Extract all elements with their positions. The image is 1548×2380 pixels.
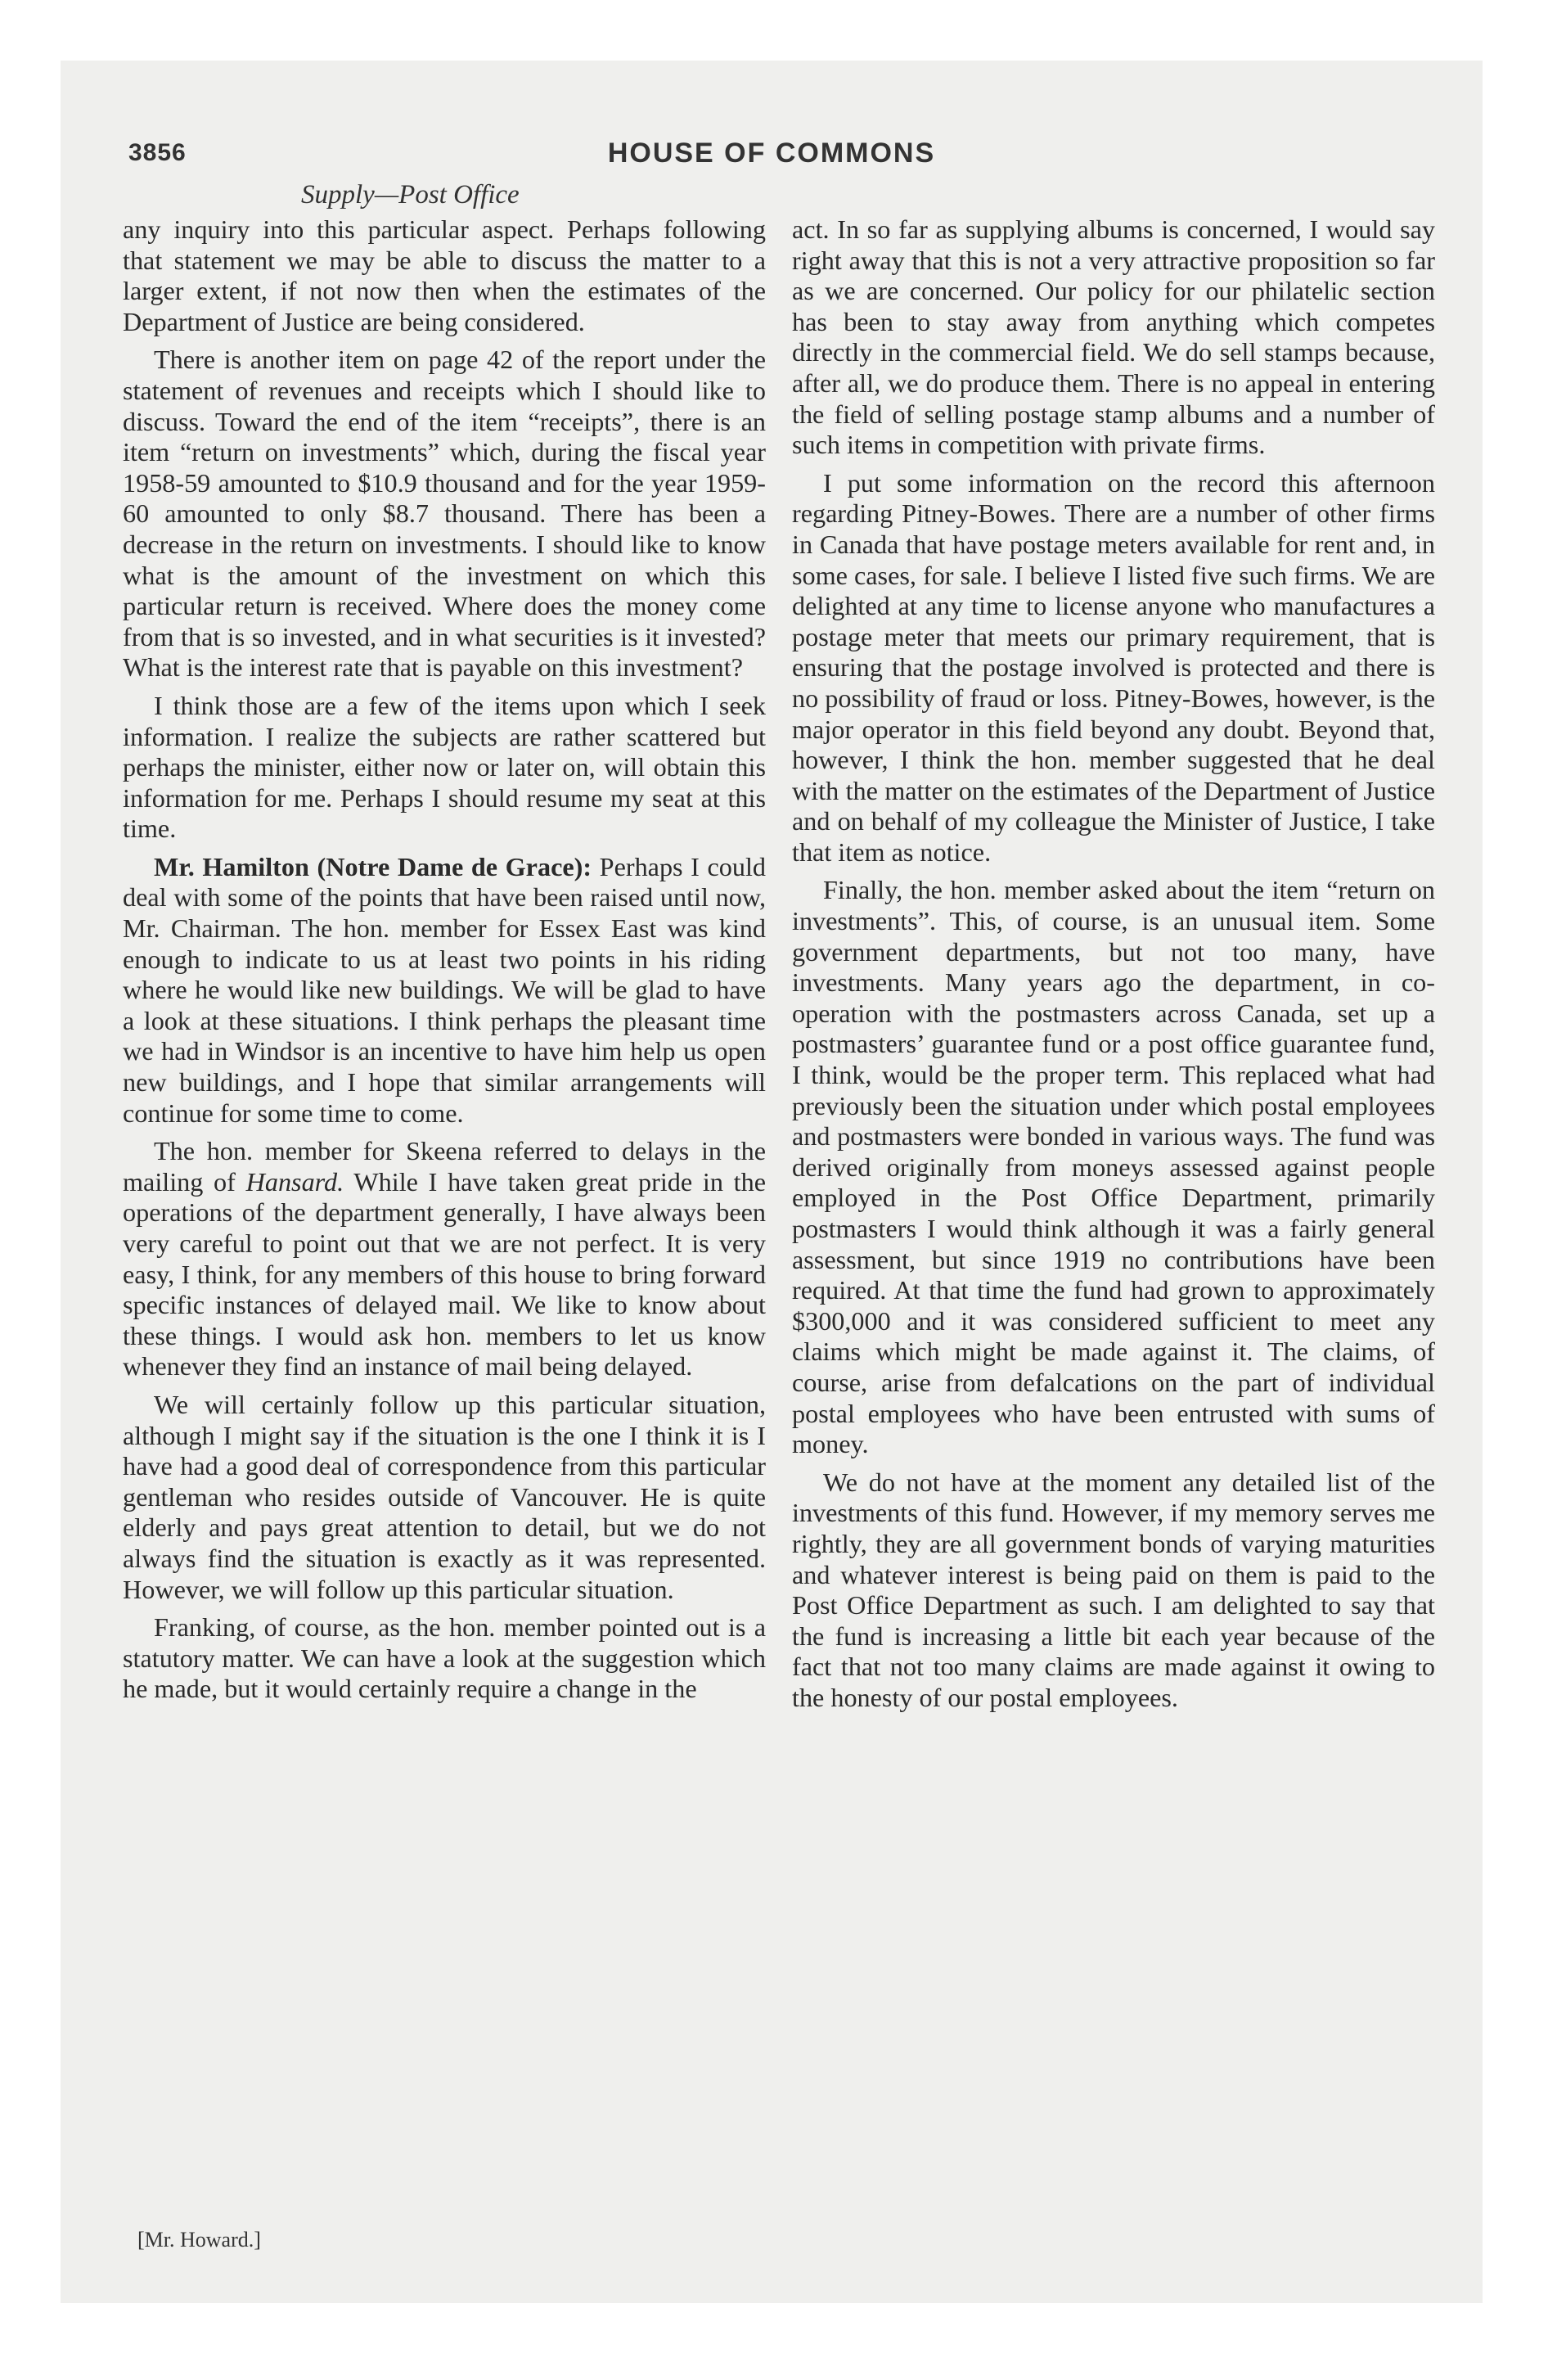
right-column <box>792 214 1435 1721</box>
speaker-name: Mr. Hamilton (Notre Dame de Grace): <box>154 851 592 881</box>
footer-speaker-note: [Mr. Howard.] <box>137 2228 261 2252</box>
page-number: 3856 <box>128 139 187 166</box>
speech-text: While I have taken great pride in the operations of the department generally, I have always been very careful to point out that we are not perfect. It is very easy, I think, for any members of this house to bring forward specific instances of delayed mail. We like to know about these things. I would ask hon. members to let us know whenever they find an instance of mail being delayed. <box>123 1166 766 1382</box>
right-paragraph-1: act. In so far as supplying albums is concerned, I would say right away that this is not a very attractive proposition so far as we are concerned. Our policy for our philatelic section has been to stay away from anything which competes directly in the commercial field. We do sell stamps because, after all, we do produce them. There is no appeal in entering the field of selling postage stamp albums and a number of such items in competition with private firms. <box>792 214 1435 460</box>
page-title: HOUSE OF COMMONS <box>607 137 936 169</box>
hansard-title: Hansard. <box>245 1166 344 1197</box>
right-paragraph-3: Finally, the hon. member asked about the item “return on investments”. This, of course, is an unusual item. Some government departments, but not too many, have investments. Many years ago the department, in co-operation with the postmasters across Canada, set up a postmasters’ guarantee fund or a post office guarantee fund, I think, would be the proper term. This replaced what had previously been the situation under which postal employees and postmasters were bonded in various ways. The fund was derived originally from moneys assessed against people employed in the Post Office Department, primarily postmasters I would think although it was a fairly general assessment, but since 1919 no contributions have been required. At that time the fund had grown to approximately $300,000 and it was considered sufficient to meet any claims which might be made against it. The claims, of course, arise from defalcations on the part of individual postal employees who have been entrusted with sums of money. <box>792 875 1435 1459</box>
right-paragraph-4: We do not have at the moment any detailed list of the investments of this fund. However, if my memory serves me rightly, they are all government bonds of varying maturities and whatever interest is being paid on them is paid to the Post Office Department as such. I am delighted to say that the fund is increasing a little bit each year because of the fact that not too many claims are made against it owing to the honesty of our postal employees. <box>792 1467 1435 1712</box>
left-paragraph-4 <box>123 852 766 1129</box>
left-paragraph-6: We will certainly follow up this particular situation, although I might say if the situation is the one I think it is I have had a good deal of correspondence from this particular gentleman who resides outside of Vancouver. He is quite elderly and pays great attention to detail, but we do not always find the situation is exactly as it was represented. However, we will follow up this particular situation. <box>123 1389 766 1604</box>
page-scan <box>61 61 1483 2303</box>
speech-text: Perhaps I could deal with some of the points that have been raised until now, Mr. Chairman. The hon. member for Essex East was kind enough to indicate to us at least two points in his riding where he would like new buildings. We will be glad to have a look at these situations. I think perhaps the pleasant time we had in Windsor is an incentive to have him help us open new buildings, and I hope that similar arrangements will continue for some time to come. <box>123 851 766 1128</box>
left-paragraph-2: There is another item on page 42 of the report under the statement of revenues and receipts which I should like to discuss. Toward the end of the item “receipts”, there is an item “return on investments” which, during the fiscal year 1958-59 amounted to $10.9 thousand and for the year 1959-60 amounted to only $8.7 thousand. There has been a decrease in the return on investments. I should like to know what is the amount of the investment on which this particular return is received. Where does the money come from that is so invested, and in what securities is it invested? What is the interest rate that is payable on this investment? <box>123 345 766 683</box>
left-column <box>123 214 766 1712</box>
left-paragraph-7: Franking, of course, as the hon. member pointed out is a statutory matter. We can have a look at the suggestion which he made, but it would certainly require a change in the <box>123 1612 766 1704</box>
left-paragraph-5 <box>123 1136 766 1382</box>
left-paragraph-3: I think those are a few of the items upon which I seek information. I realize the subjects are rather scattered but perhaps the minister, either now or later on, will obtain this information for me. Perhaps I should resume my seat at this time. <box>123 690 766 844</box>
speech-text: The hon. member for Skeena referred to delays in the mailing of <box>123 1136 766 1197</box>
right-paragraph-2: I put some information on the record this afternoon regarding Pitney-Bowes. There are a number of other firms in Canada that have postage meters available for rent and, in some cases, for sale. I believe I listed five such firms. We are delighted at any time to license anyone who manufactures a postage meter that meets our primary requirement, that is ensuring that the postage involved is protected and there is no possibility of fraud or loss. Pitney-Bowes, however, is the major operator in this field beyond any doubt. Beyond that, however, I think the hon. member suggested that he deal with the matter on the estimates of the Department of Justice and on behalf of my colleague the Minister of Justice, I take that item as notice. <box>792 467 1436 867</box>
section-subtitle: Supply—Post Office <box>301 180 520 210</box>
left-paragraph-1: any inquiry into this particular aspect. Perhaps following that statement we may be able to discuss the matter to a larger extent, if not now then when the estimates of the Department of Justice are being considered. <box>123 214 766 336</box>
